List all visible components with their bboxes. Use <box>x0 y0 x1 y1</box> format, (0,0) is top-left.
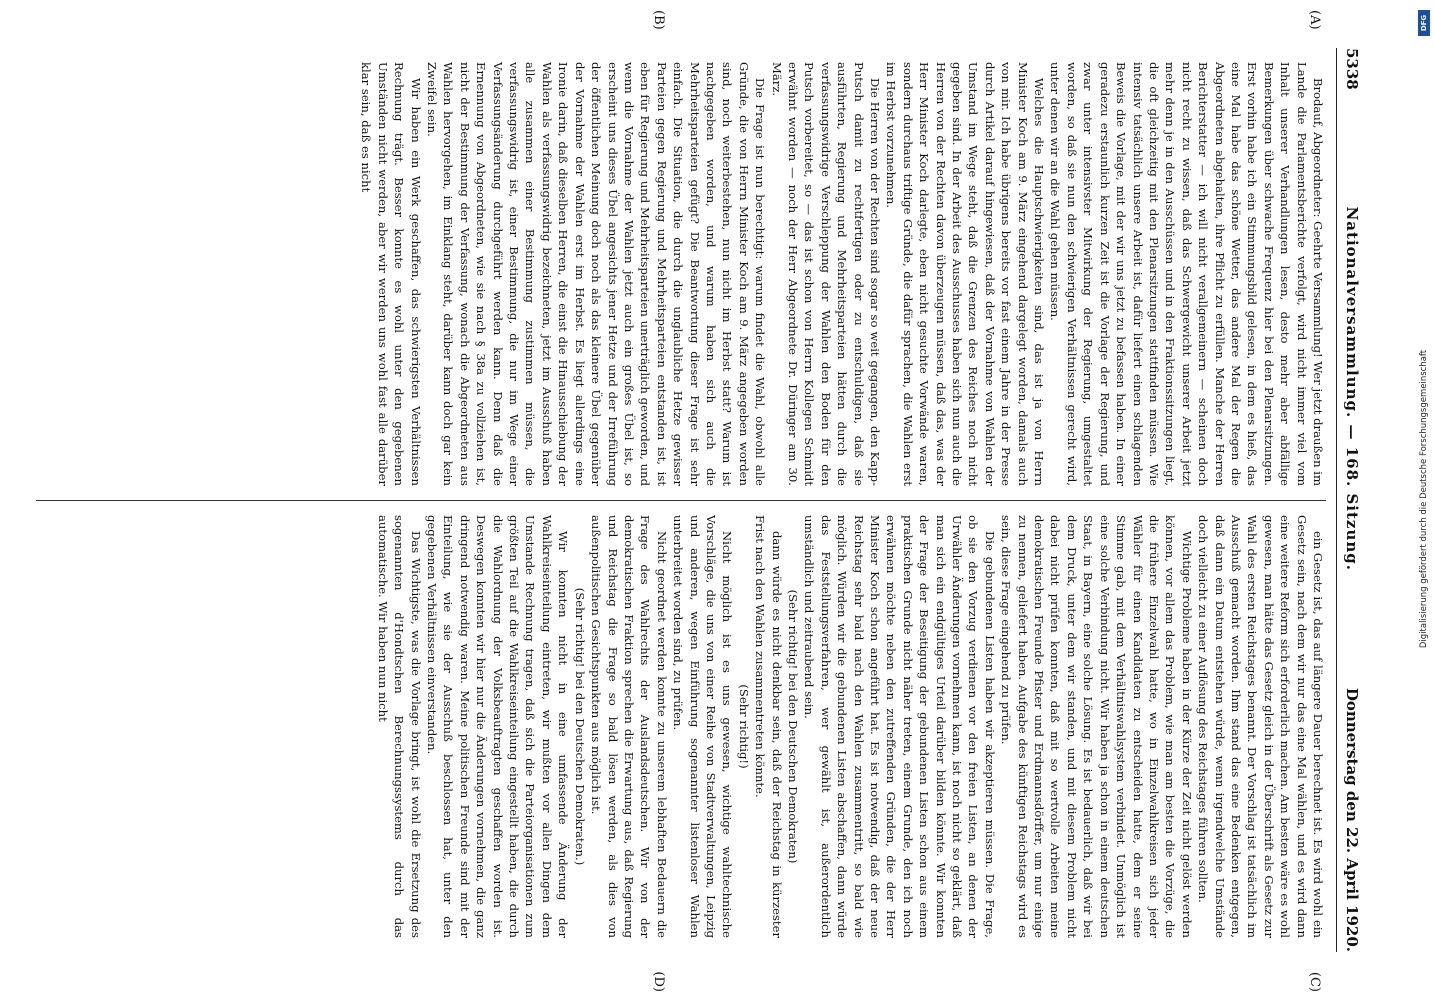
paragraph: Wir haben ein Werk geschaffen, das schwierigsten Verhältnissen Rechnung trägt. Besser konnte es wohl unter den gegebenen Umständen nicht werden, aber wir werden uns wohl fast alle darüber klar sein, daß es nicht <box>359 62 423 486</box>
margin-marker-b: (B) <box>651 10 666 30</box>
page-header <box>1336 48 1361 952</box>
margin-marker-d: (D) <box>651 971 666 992</box>
paragraph: Welches die Hauptschwierigkeiten sind, das ist ja von Herrn Minister Koch am 9. März eingehend dargelegt worden, damals auch von mir. Ich habe übrigens bereits vor fast einem Jahre in der Presse durch Artikel darauf hingewiesen, daß der Vornahme von Wahlen der Umstand im Wege steht, daß die Grenzen des Reiches noch nicht gegeben sind. In der Arbeit des Ausschusses haben sich nun auch die Herren von der Rechten davon überzeugen müssen, daß das, was der Herr Minister Koch darlegte, eben nicht gesuchte Vorwände waren, sondern durchaus triftige Gründe, die dafür sprachen, die Wahlen erst im Herbst vorzunehmen. <box>884 62 1047 486</box>
paragraph: Die Herren von der Rechten sind sogar so weit gegangen, den Kapp-Putsch damit zu rechtfertigen oder zu entschuldigen, daß sie ausführten, Regierung und Mehrheitsparteien hätten durch die verfassungswidrige Verschleppung der Wahlen den Boden für den Putsch vorbereitet, so — das ist schon von Herrn Kollegen Schmidt erwähnt worden — noch der Herr Abgeordnete Dr. Düringer am 30. März. <box>769 62 883 486</box>
right-column <box>36 500 1326 952</box>
paragraph: Die gebundenen Listen haben wir akzeptieren müssen. Die Frage, ob sie den Vorzug verdienen vor den freien Listen, an denen der Urwähler Änderungen vornehmen kann, ist noch nicht so geklärt, daß man sich ein endgültiges Urteil darüber bilden könnte. Wir konnten der Frage der Beseitigung der gebundenen Listen schon aus einem praktischen Grunde nicht näher treten, einem Grunde, den ich noch erwähnen möchte neben den zutreffenden Gründen, die der Herr Minister Koch schon angeführt hat. Es ist notwendig, daß der neue Reichstag sehr bald nach den Wahlen zusammentritt, so bald wie möglich. Würden wir die gebundenen Listen abschaffen, dann würde das Feststellungsverfahren, wer gewählt ist, außerordentlich umständlich und zeitraubend sein. <box>802 515 997 938</box>
digitization-text: Digitalisierung gefördert durch die Deutsche Forschungsgemeinschaft <box>1419 349 1429 648</box>
page-number: 5338 <box>1343 48 1361 90</box>
paragraph: Nicht geordnet werden konnte zu unserem lebhaften Bedauern die Frage des Wahlrechts der Auslandsdeutschen. Wir von der demokratischen Fraktion sprechen die Erwartung aus, daß Regierung und Reichstag die Frage so bald lösen werden, als dies von außenpolitischen Gesichtspunkten aus möglich ist. <box>589 515 669 938</box>
paragraph: ein Gesetz ist, das auf längere Dauer berechnet ist. Es wird wohl ein Gesetz sein, nach dem wir nur das eine Mal wählen, und es wird dann eine weitere Reform sich erforderlich machen. Am besten wäre es wohl gewesen, man hätte das Gesetz gleich in der Überschrift als Gesetz zur Wahl des ersten Reichstages benannt. Der Vorschlag ist tatsächlich im Ausschuß gemacht worden. Ihm stand das eine Bedenken entgegen, daß dann ein Datum entstehen würde, wenn irgendwelche Umstände doch vielleicht zu einer Auflösung des Reichstages führen sollten. <box>1196 515 1325 938</box>
session-date: Donnerstag den 22. April 1920. <box>1343 687 1361 952</box>
session-title: Nationalversammlung. — 168. Sitzung. <box>1343 206 1361 571</box>
paragraph: Das Wichtigste, was die Vorlage bringt, ist wohl die Ersetzung des sogenannten d'Hondtschen Berechnungssystems durch das automatische. Wir haben nun nicht <box>375 515 423 938</box>
margin-marker-c: (C) <box>1307 971 1322 992</box>
paragraph: Nicht möglich ist es uns gewesen, wichtige wahltechnische Vorschläge, die uns von einer Reihe von Stadtverwaltungen, Leipzig und anderen, wegen Einführung sogenannter listenloser Wahlen unterbreitet worden sind, zu prüfen. <box>671 515 735 938</box>
digitization-note <box>1416 6 1432 991</box>
paragraph: dann würde es nicht denkbar sein, daß der Reichstag in kürzester Frist nach den Wahlen zusammentreten könnte. <box>753 515 784 938</box>
paragraph: Die Frage ist nun berechtigt: warum findet die Wahl, obwohl alle Gründe, die von Herrn Minister Koch am 9. März angegeben worden sind, noch weiterbestehen, nun nicht im Herbst statt? Warum ist nachgegeben worden, und warum haben sich auch die Mehrheitsparteien gefügt? Die Beantwortung dieser Frage ist sehr einfach. Die Situation, die durch die unglaubliche Hetze gewisser Parteien gegen Regierung und Mehrheitsparteien entstanden ist, ist eben für Regierung und Mehrheitsparteien unerträglich geworden, und wenn die Vornahme der Wahlen jetzt auch ein großes Übel ist, so erscheint uns dieses Übel angesichts jener Hetze und der Irreführung der öffentlichen Meinung doch noch als das kleinere Übel gegenüber der Vornahme der Wahlen erst im Herbst. Es liegt allerdings eine Ironie darin, daß dieselben Herren, die einst die Hinausschiebung der Wahlen als verfassungswidrig bezeichneten, jetzt im Ausschuß haben alle zusammen einer Bestimmung zustimmen müssen, die verfassungswidrig ist, einer Bestimmung, die nur im Wege einer Verfassungsänderung durchgeführt werden kann. Denn daß die Ernennung von Abgeordneten, wie sie nach § 38a zu vollziehen ist, nicht der Bestimmung der Verfassung, wonach die Abgeordneten aus Wahlen hervorgehen, im Einklang steht, darüber kann doch gar kein Zweifel sein. <box>425 62 768 486</box>
paragraph: Brodauf, Abgeordneter: Geehrte Versammlung! Wer jetzt draußen im Lande die Parlamentsberichte verfolgt, wird nicht immer viel vom Inhalt unserer Verhandlungen lesen, desto mehr aber abfällige Bemerkungen über schwache Frequenz hier bei den Plenarsitzungen. Erst vorhin habe ich ein Stimmungsbild gelesen, in dem es hieß, das eine Mal habe das schöne Wetter, das andere Mal der Regen die Abgeordneten abgehalten, ihre Pflicht zu erfüllen. Manche der Herren Berichterstatter — ich will nicht verallgemeinern — scheinen doch nicht recht zu wissen, daß das Schwergewicht unserer Arbeit jetzt mehr denn je in den Ausschüssen und in den Fraktionssitzungen liegt, die oft gleichzeitig mit den Plenarsitzungen stattfinden müssen. Wie intensiv tatsächlich unsere Arbeit ist, dafür liefert einen schlagenden Beweis die Vorlage, mit der wir uns jetzt zu befassen haben. In einer geradezu erstaunlich kurzen Zeit ist die Vorlage der Regierung, und zwar unter intensivster Mitwirkung der Regierung, umgestaltet worden, so daß sie nun den schwierigen Verhältnissen gerecht wird, unter denen wir an die Wahl gehen müssen. <box>1048 62 1325 486</box>
text-columns <box>36 10 1326 992</box>
paragraph: Wir konnten nicht in eine umfassende Änderung der Wahlkreiseinteilung eintreten, wir mußten vor allen Dingen dem Umstande Rechnung tragen, daß sich die Parteiorganisationen zum größten Teil auf die Wahlkreiseinteilung eingestellt haben, die durch die Wahlordnung der Volksbeauftragten geschaffen worden ist. Deswegen konnten wir hier nur die Änderungen vornehmen, die ganz dringend notwendig waren. Meine politischen Freunde sind mit der Einteilung, wie sie der Ausschuß beschlossen hat, unter den gegebenen Verhältnissen einverstanden. <box>425 515 571 938</box>
paragraph: Wichtige Probleme haben in der Kürze der Zeit nicht gelöst werden können, vor allem das Problem, wie man am besten die Vorzüge, die die frühere Einzelwahl hatte, wo in Einzelwahlkreisen sich jeder Wähler für einen Kandidaten zu entscheiden hatte, dem er seine Stimme gab, mit dem Verhältniswahlsystem verbindet. Unmöglich ist eine solche Verbindung nicht. Wir haben ja schon in einem deutschen Staat, in Bayern, eine solche Lösung. Es ist bedauerlich, daß wir bei dem Druck, unter dem wir standen, und mit diesem Problem nicht dabei nicht prüfen konnten, daß mit so wertvolle Arbeiten meine demokratischen Freunde Pfister und Erdmannsdörffer, um nur einige zu nennen, geliefert haben. Aufgabe des künftigen Reichstags wird es sein, diese Frage eingehend zu prüfen. <box>999 515 1194 938</box>
paragraph: (Sehr richtig! bei den Deutschen Demokraten.) <box>572 587 587 866</box>
dfg-logo: DFG <box>1418 10 1430 36</box>
paragraph: (Sehr richtig!) <box>736 684 751 769</box>
left-column <box>36 48 1326 500</box>
paragraph: (Sehr richtig! bei den Deutschen Demokraten) <box>786 589 800 864</box>
margin-marker-a: (A) <box>1307 10 1322 30</box>
